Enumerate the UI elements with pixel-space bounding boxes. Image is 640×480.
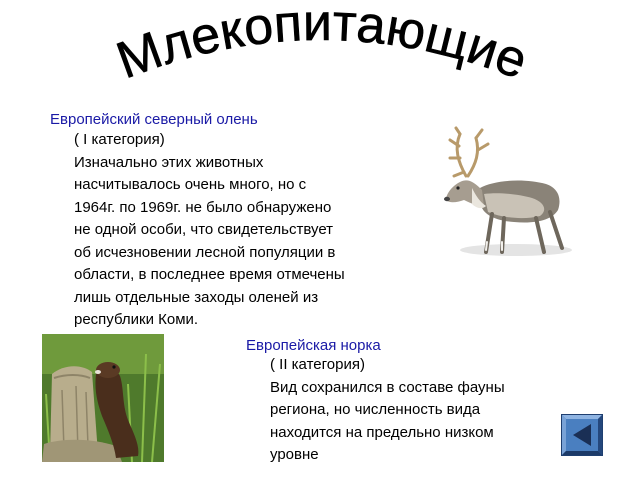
reindeer-description-line: 1964г. по 1969г. не было обнаружено <box>74 198 332 216</box>
mink-description-line: уровне <box>270 446 319 463</box>
mink-description-line: ( II категория) <box>270 356 365 373</box>
mink-description <box>270 354 505 467</box>
reindeer-description-line: не одной особи, что свидетельствует <box>74 221 334 238</box>
reindeer-description-line: области, в последнее время отмечены <box>74 266 345 283</box>
svg-text:Млекопитающие <box>109 0 534 91</box>
mink-description-line: находится на предельно низком <box>270 423 494 441</box>
mink-name: Европейская норка <box>246 337 381 354</box>
page-title <box>0 0 640 110</box>
reindeer-description <box>74 129 345 332</box>
reindeer-description-line: республики Коми. <box>74 311 199 328</box>
mink-description-line: Вид сохранился в составе фауны <box>270 378 505 396</box>
reindeer-image <box>428 124 578 266</box>
reindeer-description-line: лишь отдельные заходы оленей из <box>74 288 319 306</box>
reindeer-name: Европейский северный олень <box>50 111 258 128</box>
page-title-text: Млекопитающие <box>109 0 535 91</box>
reindeer-description-line: об исчезновении лесной популяции в <box>74 243 336 261</box>
reindeer-description-line: насчитывалось очень много, но с <box>74 176 307 193</box>
reindeer-description-line: Изначально этих животных <box>74 153 264 171</box>
mink-description-line: региона, но численность вида <box>270 401 481 418</box>
mink-image <box>42 334 164 462</box>
reindeer-description-line: ( I категория) <box>74 131 165 148</box>
back-button[interactable] <box>561 414 603 456</box>
